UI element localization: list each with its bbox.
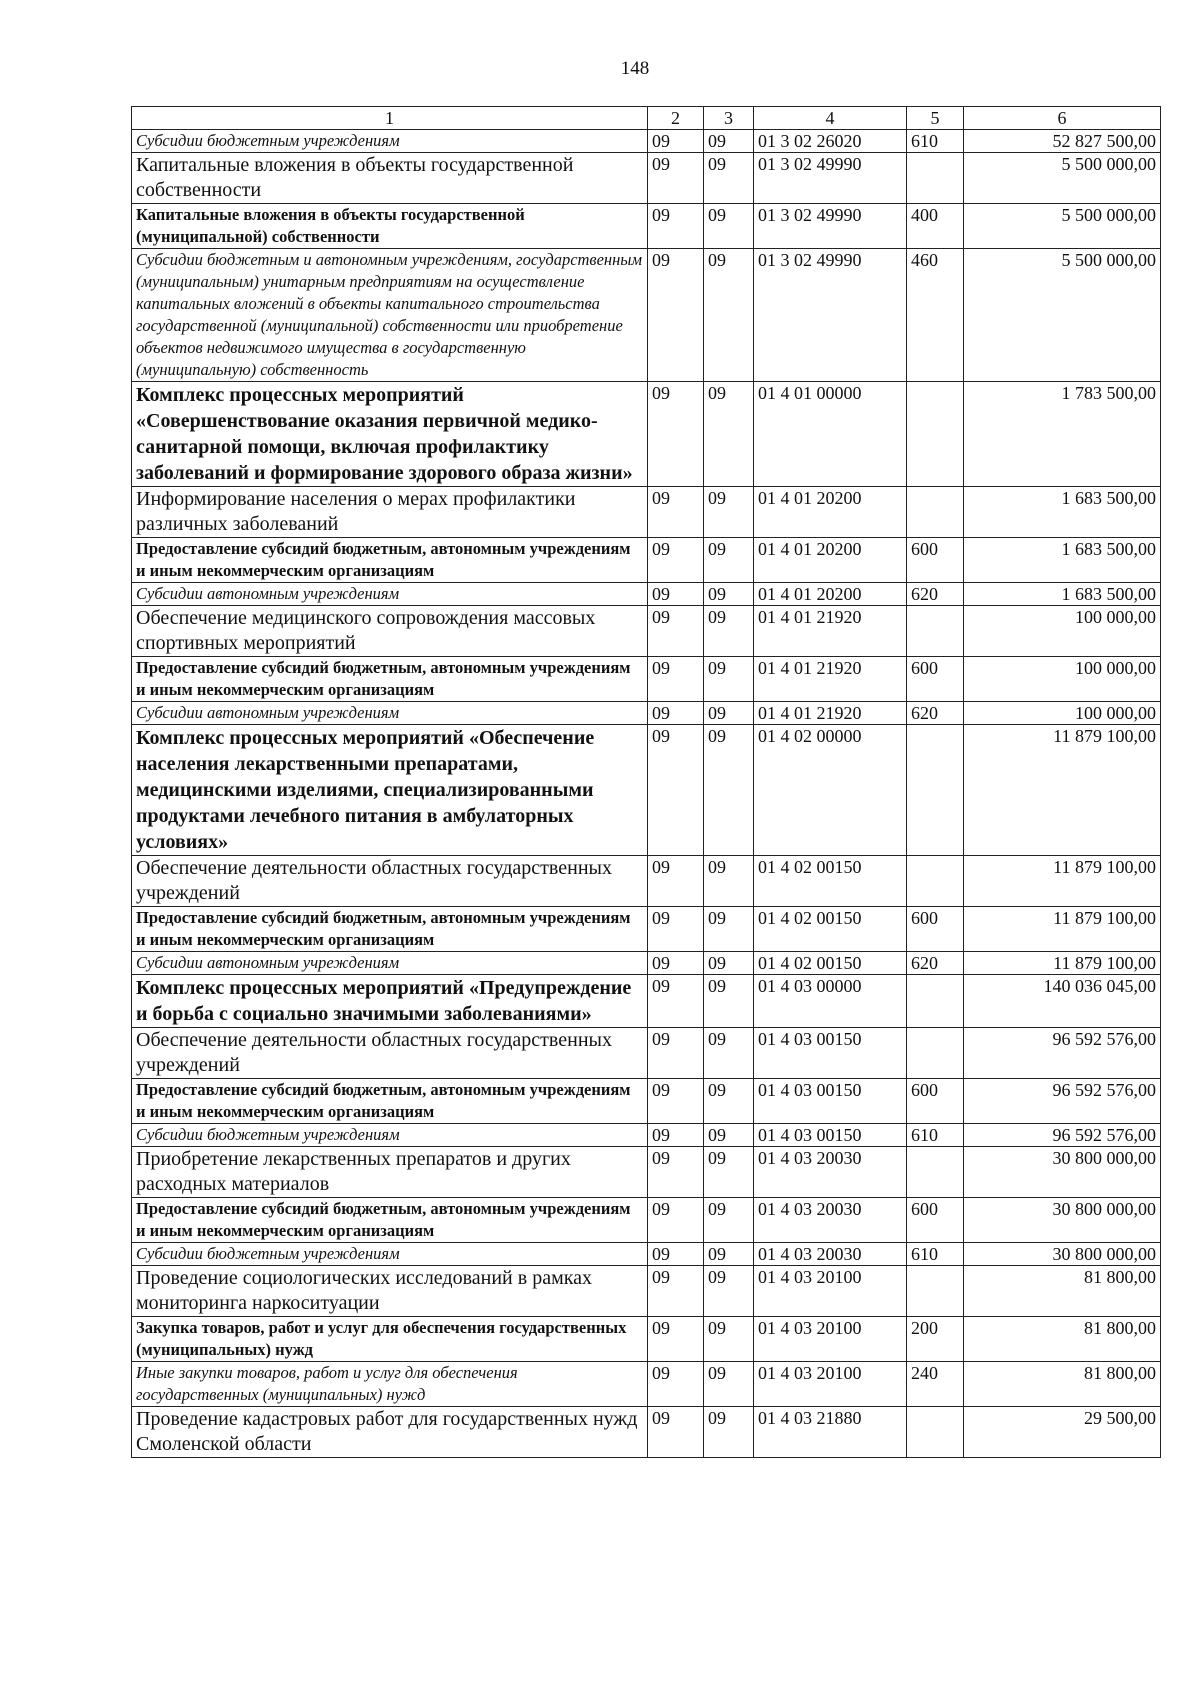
target-article-cell: 01 4 01 20200 — [754, 487, 907, 538]
amount-cell: 96 592 576,00 — [964, 1028, 1161, 1079]
header-col-5: 5 — [907, 107, 964, 130]
subsection-code-cell: 09 — [704, 1317, 754, 1362]
section-code-cell: 09 — [648, 606, 704, 657]
section-code-cell: 09 — [648, 204, 704, 249]
description-cell: Приобретение лекарственных препаратов и других расходных материалов — [132, 1147, 648, 1198]
subsection-code-cell: 09 — [704, 538, 754, 583]
section-code-cell: 09 — [648, 907, 704, 952]
amount-cell: 81 800,00 — [964, 1362, 1161, 1407]
expense-type-cell: 600 — [907, 1079, 964, 1124]
section-code-cell: 09 — [648, 153, 704, 204]
subsection-code-cell: 09 — [704, 1028, 754, 1079]
header-col-4: 4 — [754, 107, 907, 130]
expense-type-cell: 610 — [907, 1124, 964, 1147]
table-row — [132, 702, 1161, 725]
section-code-cell: 09 — [648, 856, 704, 907]
amount-cell: 100 000,00 — [964, 657, 1161, 702]
amount-cell: 30 800 000,00 — [964, 1198, 1161, 1243]
section-code-cell: 09 — [648, 975, 704, 1028]
section-code-cell: 09 — [648, 538, 704, 583]
table-row — [132, 856, 1161, 907]
subsection-code-cell: 09 — [704, 1243, 754, 1266]
description-cell: Предоставление субсидий бюджетным, автономным учреждениям и иным некоммерческим организациям — [132, 538, 648, 583]
amount-cell: 140 036 045,00 — [964, 975, 1161, 1028]
description-cell: Субсидии автономным учреждениям — [132, 702, 648, 725]
table-row — [132, 657, 1161, 702]
table-row — [132, 1243, 1161, 1266]
table-body — [132, 130, 1161, 1458]
expense-type-cell: 620 — [907, 702, 964, 725]
amount-cell: 96 592 576,00 — [964, 1079, 1161, 1124]
subsection-code-cell: 09 — [704, 1407, 754, 1458]
page-number: 148 — [620, 58, 650, 79]
table-header-row — [132, 107, 1161, 130]
section-code-cell: 09 — [648, 1147, 704, 1198]
description-cell: Субсидии бюджетным учреждениям — [132, 1124, 648, 1147]
expense-type-cell: 600 — [907, 657, 964, 702]
description-cell: Предоставление субсидий бюджетным, автономным учреждениям и иным некоммерческим организациям — [132, 907, 648, 952]
expense-type-cell — [907, 153, 964, 204]
target-article-cell: 01 4 01 20200 — [754, 583, 907, 606]
section-code-cell: 09 — [648, 487, 704, 538]
section-code-cell: 09 — [648, 702, 704, 725]
subsection-code-cell: 09 — [704, 204, 754, 249]
subsection-code-cell: 09 — [704, 1362, 754, 1407]
section-code-cell: 09 — [648, 1266, 704, 1317]
description-cell: Предоставление субсидий бюджетным, автономным учреждениям и иным некоммерческим организациям — [132, 1079, 648, 1124]
expense-type-cell: 200 — [907, 1317, 964, 1362]
target-article-cell: 01 4 02 00150 — [754, 856, 907, 907]
table-row — [132, 952, 1161, 975]
target-article-cell: 01 4 01 21920 — [754, 606, 907, 657]
target-article-cell: 01 4 03 20030 — [754, 1198, 907, 1243]
description-cell: Обеспечение деятельности областных государственных учреждений — [132, 856, 648, 907]
section-code-cell: 09 — [648, 657, 704, 702]
amount-cell: 30 800 000,00 — [964, 1243, 1161, 1266]
amount-cell: 100 000,00 — [964, 606, 1161, 657]
target-article-cell: 01 4 03 20030 — [754, 1243, 907, 1266]
description-cell: Информирование населения о мерах профилактики различных заболеваний — [132, 487, 648, 538]
subsection-code-cell: 09 — [704, 130, 754, 153]
table-row — [132, 1266, 1161, 1317]
amount-cell: 11 879 100,00 — [964, 725, 1161, 856]
header-col-2: 2 — [648, 107, 704, 130]
amount-cell: 52 827 500,00 — [964, 130, 1161, 153]
subsection-code-cell: 09 — [704, 657, 754, 702]
section-code-cell: 09 — [648, 1243, 704, 1266]
target-article-cell: 01 4 02 00150 — [754, 952, 907, 975]
subsection-code-cell: 09 — [704, 702, 754, 725]
section-code-cell: 09 — [648, 1124, 704, 1147]
target-article-cell: 01 4 03 00150 — [754, 1079, 907, 1124]
description-cell: Обеспечение медицинского сопровождения массовых спортивных мероприятий — [132, 606, 648, 657]
target-article-cell: 01 3 02 49990 — [754, 153, 907, 204]
expense-type-cell — [907, 725, 964, 856]
amount-cell: 1 683 500,00 — [964, 583, 1161, 606]
amount-cell: 5 500 000,00 — [964, 153, 1161, 204]
expense-type-cell — [907, 1407, 964, 1458]
expense-type-cell — [907, 382, 964, 487]
table-row — [132, 1198, 1161, 1243]
subsection-code-cell: 09 — [704, 382, 754, 487]
amount-cell: 11 879 100,00 — [964, 907, 1161, 952]
target-article-cell: 01 3 02 49990 — [754, 204, 907, 249]
description-cell: Комплекс процессных мероприятий «Предупреждение и борьба с социально значимыми заболеваниями» — [132, 975, 648, 1028]
amount-cell: 5 500 000,00 — [964, 204, 1161, 249]
expense-type-cell — [907, 606, 964, 657]
amount-cell: 11 879 100,00 — [964, 856, 1161, 907]
section-code-cell: 09 — [648, 382, 704, 487]
amount-cell: 1 683 500,00 — [964, 538, 1161, 583]
target-article-cell: 01 4 03 00150 — [754, 1124, 907, 1147]
target-article-cell: 01 4 03 00150 — [754, 1028, 907, 1079]
target-article-cell: 01 4 01 00000 — [754, 382, 907, 487]
amount-cell: 81 800,00 — [964, 1317, 1161, 1362]
expense-type-cell — [907, 1266, 964, 1317]
section-code-cell: 09 — [648, 249, 704, 382]
section-code-cell: 09 — [648, 1407, 704, 1458]
expense-type-cell: 400 — [907, 204, 964, 249]
amount-cell: 29 500,00 — [964, 1407, 1161, 1458]
expense-type-cell — [907, 487, 964, 538]
description-cell: Предоставление субсидий бюджетным, автономным учреждениям и иным некоммерческим организациям — [132, 657, 648, 702]
table-row — [132, 204, 1161, 249]
subsection-code-cell: 09 — [704, 975, 754, 1028]
section-code-cell: 09 — [648, 1198, 704, 1243]
table-row — [132, 583, 1161, 606]
table-row — [132, 382, 1161, 487]
description-cell: Субсидии автономным учреждениям — [132, 952, 648, 975]
expense-type-cell: 620 — [907, 952, 964, 975]
description-cell: Комплекс процессных мероприятий «Совершенствование оказания первичной медико-санитарной помощи, включая профилактику заболеваний и формирование здорового образа жизни» — [132, 382, 648, 487]
amount-cell: 96 592 576,00 — [964, 1124, 1161, 1147]
expense-type-cell — [907, 856, 964, 907]
table-row — [132, 1079, 1161, 1124]
amount-cell: 5 500 000,00 — [964, 249, 1161, 382]
description-cell: Иные закупки товаров, работ и услуг для обеспечения государственных (муниципальных) нужд — [132, 1362, 648, 1407]
table-row — [132, 153, 1161, 204]
expense-type-cell: 620 — [907, 583, 964, 606]
table-row — [132, 1362, 1161, 1407]
amount-cell: 81 800,00 — [964, 1266, 1161, 1317]
table-row — [132, 249, 1161, 382]
target-article-cell: 01 4 03 21880 — [754, 1407, 907, 1458]
target-article-cell: 01 3 02 26020 — [754, 130, 907, 153]
target-article-cell: 01 4 03 00000 — [754, 975, 907, 1028]
table-row — [132, 130, 1161, 153]
subsection-code-cell: 09 — [704, 249, 754, 382]
description-cell: Закупка товаров, работ и услуг для обеспечения государственных (муниципальных) нужд — [132, 1317, 648, 1362]
description-cell: Предоставление субсидий бюджетным, автономным учреждениям и иным некоммерческим организациям — [132, 1198, 648, 1243]
subsection-code-cell: 09 — [704, 952, 754, 975]
table-row — [132, 606, 1161, 657]
section-code-cell: 09 — [648, 1028, 704, 1079]
target-article-cell: 01 4 02 00000 — [754, 725, 907, 856]
target-article-cell: 01 4 01 20200 — [754, 538, 907, 583]
amount-cell: 100 000,00 — [964, 702, 1161, 725]
target-article-cell: 01 4 01 21920 — [754, 657, 907, 702]
table-row — [132, 975, 1161, 1028]
header-col-1: 1 — [132, 107, 648, 130]
table-row — [132, 1407, 1161, 1458]
table-row — [132, 1124, 1161, 1147]
section-code-cell: 09 — [648, 583, 704, 606]
subsection-code-cell: 09 — [704, 1124, 754, 1147]
subsection-code-cell: 09 — [704, 1198, 754, 1243]
target-article-cell: 01 3 02 49990 — [754, 249, 907, 382]
expense-type-cell — [907, 1028, 964, 1079]
subsection-code-cell: 09 — [704, 1147, 754, 1198]
table-row — [132, 538, 1161, 583]
target-article-cell: 01 4 03 20100 — [754, 1266, 907, 1317]
expense-type-cell: 460 — [907, 249, 964, 382]
description-cell: Субсидии бюджетным и автономным учреждениям, государственным (муниципальным) унитарным предприятиям на осуществление капитальных вложений в объекты капитального строительства государственной (муниципальной) собственности или приобретение объектов недвижимого имущества в государственную (муниципальную) собственность — [132, 249, 648, 382]
description-cell: Субсидии бюджетным учреждениям — [132, 130, 648, 153]
section-code-cell: 09 — [648, 1362, 704, 1407]
amount-cell: 30 800 000,00 — [964, 1147, 1161, 1198]
section-code-cell: 09 — [648, 725, 704, 856]
target-article-cell: 01 4 03 20100 — [754, 1362, 907, 1407]
target-article-cell: 01 4 02 00150 — [754, 907, 907, 952]
description-cell: Субсидии бюджетным учреждениям — [132, 1243, 648, 1266]
table-row — [132, 487, 1161, 538]
table-row — [132, 1028, 1161, 1079]
header-col-6: 6 — [964, 107, 1161, 130]
section-code-cell: 09 — [648, 952, 704, 975]
target-article-cell: 01 4 01 21920 — [754, 702, 907, 725]
amount-cell: 1 783 500,00 — [964, 382, 1161, 487]
amount-cell: 1 683 500,00 — [964, 487, 1161, 538]
expense-type-cell — [907, 1147, 964, 1198]
section-code-cell: 09 — [648, 1079, 704, 1124]
subsection-code-cell: 09 — [704, 1266, 754, 1317]
budget-table — [131, 106, 1161, 1458]
description-cell: Капитальные вложения в объекты государственной (муниципальной) собственности — [132, 204, 648, 249]
expense-type-cell — [907, 975, 964, 1028]
expense-type-cell: 610 — [907, 130, 964, 153]
subsection-code-cell: 09 — [704, 153, 754, 204]
subsection-code-cell: 09 — [704, 583, 754, 606]
table-row — [132, 725, 1161, 856]
subsection-code-cell: 09 — [704, 487, 754, 538]
subsection-code-cell: 09 — [704, 1079, 754, 1124]
section-code-cell: 09 — [648, 1317, 704, 1362]
description-cell: Субсидии автономным учреждениям — [132, 583, 648, 606]
amount-cell: 11 879 100,00 — [964, 952, 1161, 975]
subsection-code-cell: 09 — [704, 606, 754, 657]
subsection-code-cell: 09 — [704, 725, 754, 856]
expense-type-cell: 600 — [907, 1198, 964, 1243]
expense-type-cell: 240 — [907, 1362, 964, 1407]
description-cell: Проведение кадастровых работ для государственных нужд Смоленской области — [132, 1407, 648, 1458]
table-row — [132, 1147, 1161, 1198]
description-cell: Комплекс процессных мероприятий «Обеспечение населения лекарственными препаратами, медицинскими изделиями, специализированными продуктами лечебного питания в амбулаторных условиях» — [132, 725, 648, 856]
expense-type-cell: 610 — [907, 1243, 964, 1266]
description-cell: Проведение социологических исследований в рамках мониторинга наркоситуации — [132, 1266, 648, 1317]
expense-type-cell: 600 — [907, 538, 964, 583]
expense-type-cell: 600 — [907, 907, 964, 952]
table-row — [132, 1317, 1161, 1362]
description-cell: Обеспечение деятельности областных государственных учреждений — [132, 1028, 648, 1079]
header-col-3: 3 — [704, 107, 754, 130]
section-code-cell: 09 — [648, 130, 704, 153]
subsection-code-cell: 09 — [704, 856, 754, 907]
target-article-cell: 01 4 03 20030 — [754, 1147, 907, 1198]
description-cell: Капитальные вложения в объекты государственной собственности — [132, 153, 648, 204]
target-article-cell: 01 4 03 20100 — [754, 1317, 907, 1362]
subsection-code-cell: 09 — [704, 907, 754, 952]
table-row — [132, 907, 1161, 952]
